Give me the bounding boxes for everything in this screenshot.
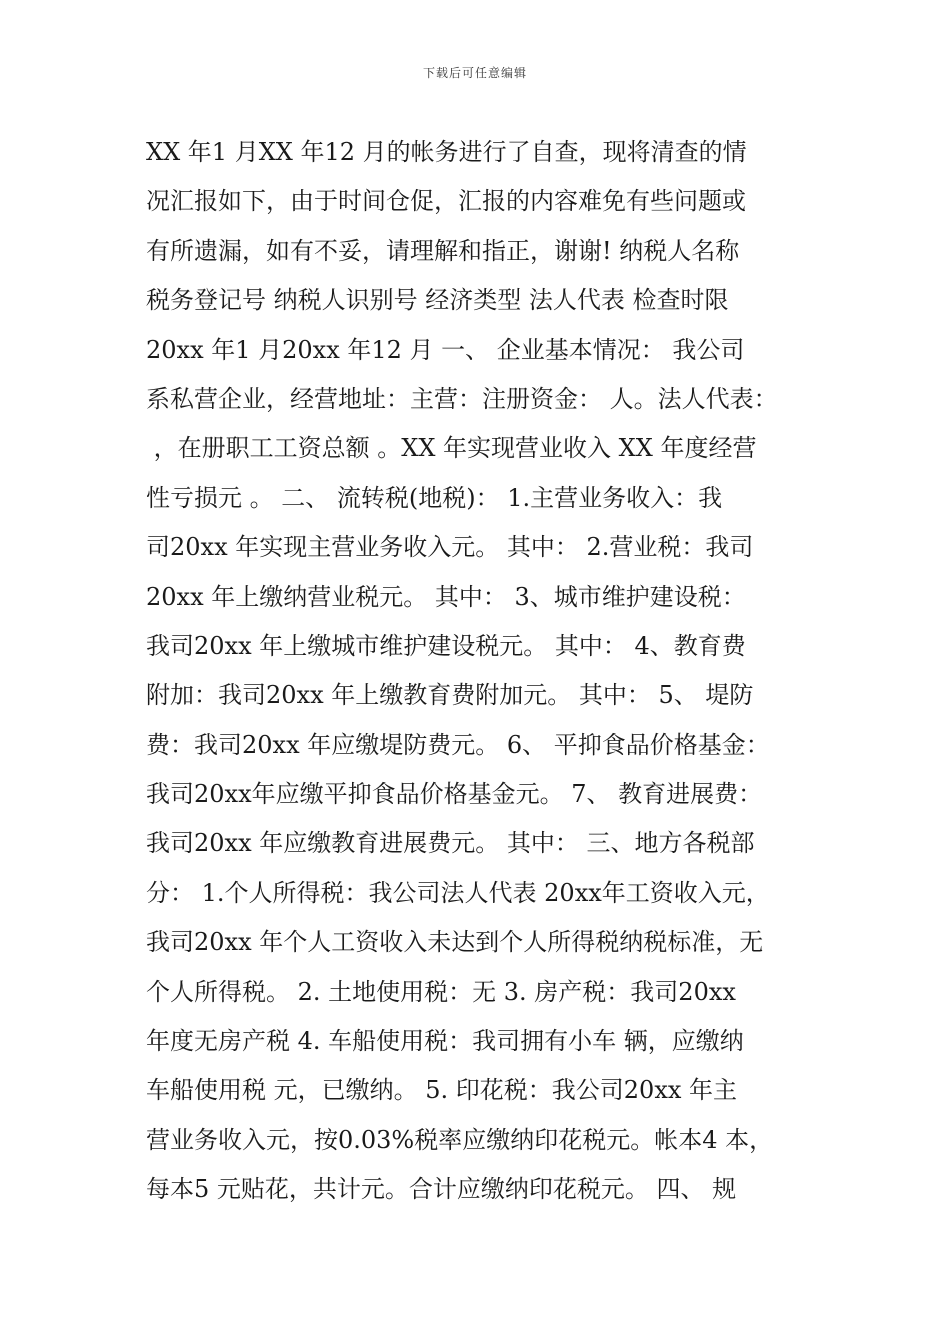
page-header-note: 下载后可任意编辑	[422, 66, 527, 80]
text-line: 20xx 年上缴纳营业税元。 其中： 3、城市维护建设税：	[146, 582, 746, 611]
text-line: 每本5 元贴花，共计元。合计应缴纳印花税元。 四、 规	[146, 1175, 737, 1204]
text-line: 分： 1.个人所得税：我公司法人代表 20xx年工资收入元，	[146, 878, 770, 907]
document-body	[146, 128, 836, 1215]
text-line: 费：我司20xx 年应缴堤防费元。 6、 平抑食品价格基金：	[146, 730, 770, 759]
text-line: 我司20xx 年应缴教育进展费元。 其中： 三、地方各税部	[146, 829, 755, 858]
text-line: 司20xx 年实现主营业务收入元。 其中： 2.营业税：我司	[146, 533, 754, 562]
text-line: 营业务收入元，按0.03%税率应缴纳印花税元。帐本4 本，	[146, 1125, 774, 1154]
text-line: 税务登记号 纳税人识别号 经济类型 法人代表 检查时限	[146, 286, 729, 315]
text-line: 年度无房产税 4. 车船使用税：我司拥有小车 辆，应缴纳	[146, 1027, 744, 1056]
text-line: 系私营企业，经营地址：主营：注册资金： 人。法人代表：	[146, 384, 778, 413]
text-line: ，在册职工工资总额 。XX 年实现营业收入 XX 年度经营	[146, 434, 757, 463]
text-line: 附加：我司20xx 年上缴教育费附加元。 其中： 5、 堤防	[146, 681, 754, 710]
text-line: 我司20xx年应缴平抑食品价格基金元。 7、 教育进展费：	[146, 780, 763, 809]
text-line: 况汇报如下，由于时间仓促，汇报的内容难免有些问题或	[146, 187, 746, 216]
text-line: 有所遗漏，如有不妥，请理解和指正，谢谢! 纳税人名称	[146, 236, 740, 265]
text-line: 20xx 年1 月20xx 年12 月 一、 企业基本情况： 我公司	[146, 335, 745, 364]
text-line: 个人所得税。 2. 土地使用税：无 3. 房产税：我司20xx	[146, 977, 736, 1006]
text-line: 我司20xx 年个人工资收入未达到个人所得税纳税标准，无	[146, 928, 764, 957]
text-line: XX 年1 月XX 年12 月的帐务进行了自查，现将清查的情	[146, 138, 747, 166]
text-line: 车船使用税 元，已缴纳。 5. 印花税：我公司20xx 年主	[146, 1076, 738, 1105]
text-line: 性亏损元 。 二、 流转税(地税)： 1.主营业务收入：我	[146, 483, 723, 512]
text-line: 我司20xx 年上缴城市维护建设税元。 其中： 4、教育费	[146, 631, 746, 660]
